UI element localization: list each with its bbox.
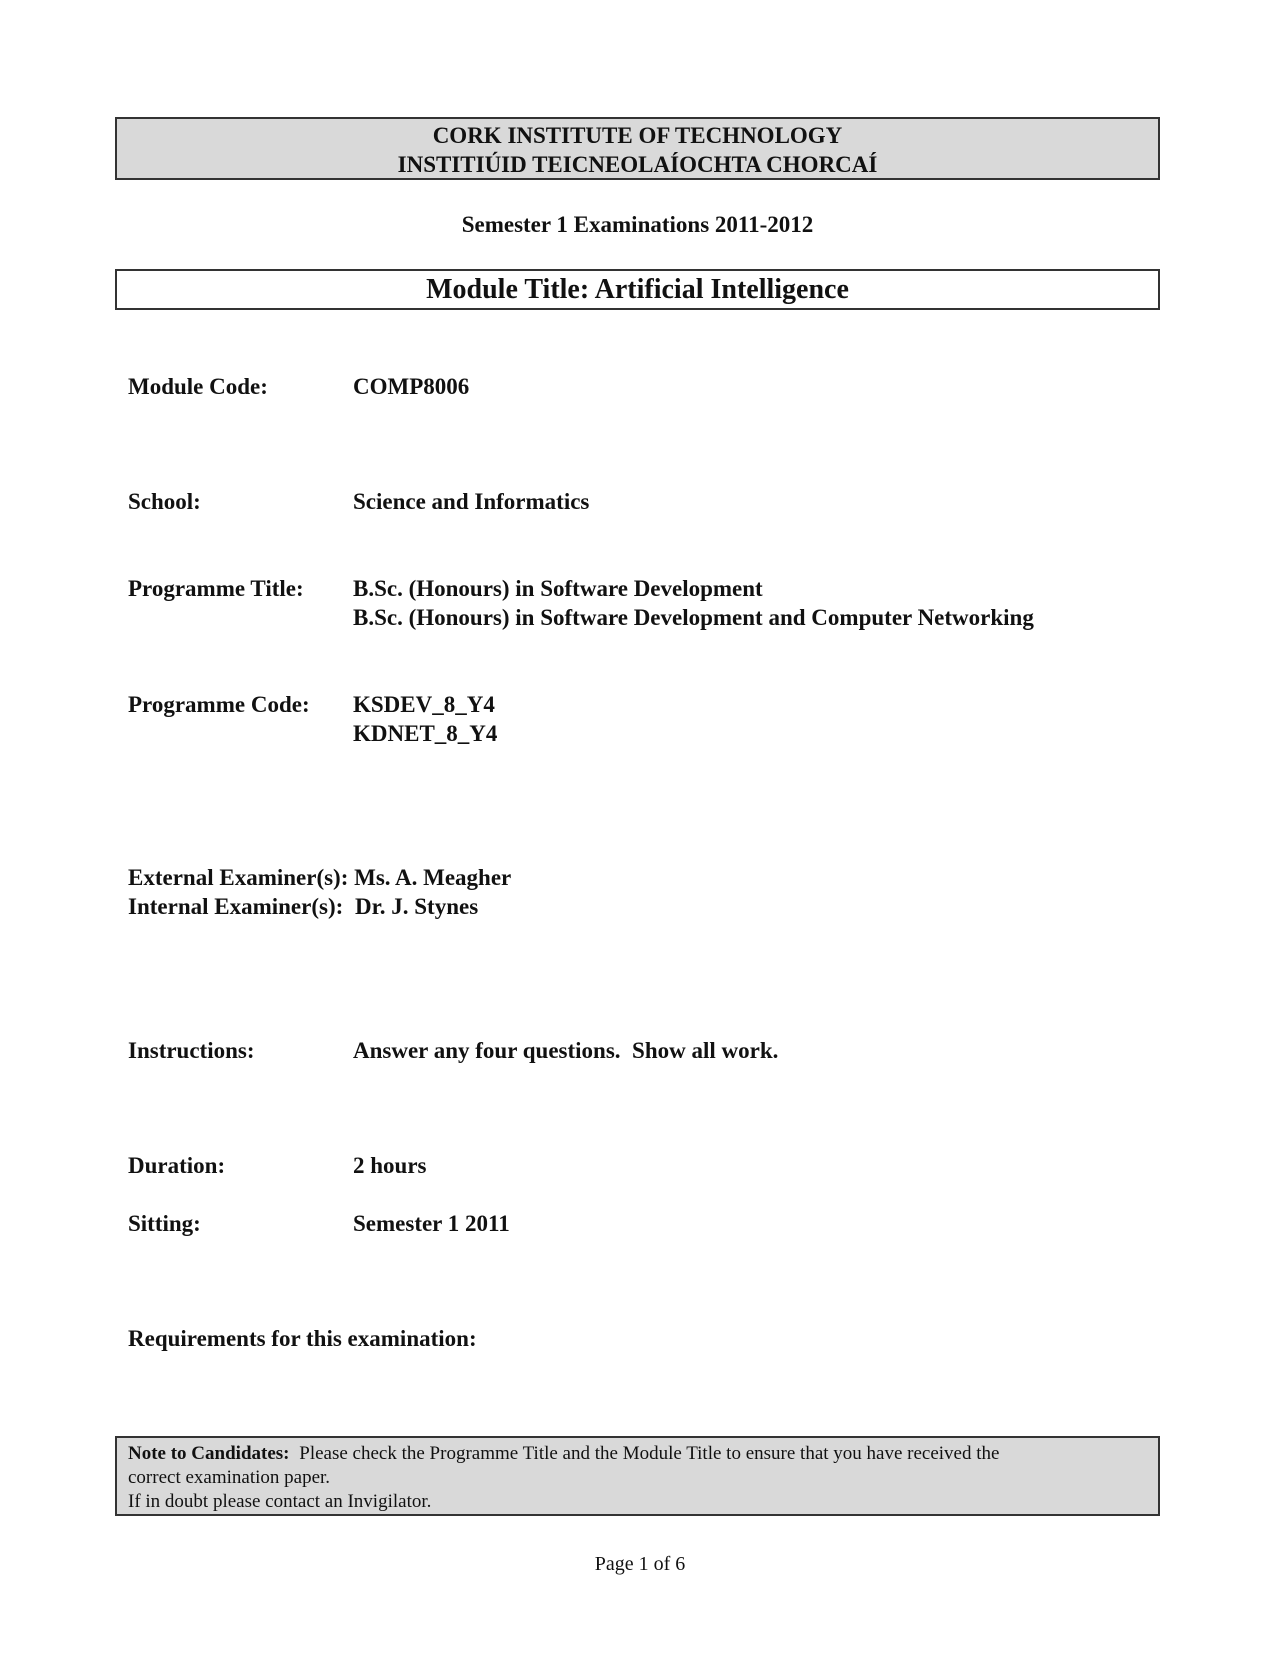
external-examiner-label: External Examiner(s): <box>128 865 349 890</box>
institute-header <box>115 117 1160 180</box>
note-line-1 <box>128 1442 1147 1466</box>
institute-name-english: CORK INSTITUTE OF TECHNOLOGY <box>432 123 843 148</box>
sitting-label: Sitting: <box>128 1211 201 1236</box>
instructions-label: Instructions: <box>128 1038 255 1063</box>
note-to-candidates <box>115 1436 1160 1516</box>
exam-session-heading: Semester 1 Examinations 2011-2012 <box>461 212 814 237</box>
note-label: Note to Candidates: <box>128 1443 290 1464</box>
external-examiner-line <box>128 863 511 892</box>
instructions-value: Answer any four questions. Show all work. <box>353 1038 779 1063</box>
school-label: School: <box>128 489 201 514</box>
programme-code-value-2: KDNET_8_Y4 <box>353 721 498 746</box>
sitting-value: Semester 1 2011 <box>353 1211 510 1236</box>
duration-value: 2 hours <box>353 1153 427 1178</box>
external-examiner-value: Ms. A. Meagher <box>354 865 512 890</box>
module-code-value: COMP8006 <box>353 374 470 399</box>
module-code-label: Module Code: <box>128 374 268 399</box>
programme-title-value-2: B.Sc. (Honours) in Software Development and Computer Networking <box>353 605 1034 630</box>
programme-code-value-1: KSDEV_8_Y4 <box>353 692 495 717</box>
institute-name-irish: INSTITIÚID TEICNEOLAÍOCHTA CHORCAÍ <box>397 152 878 177</box>
school-value: Science and Informatics <box>353 489 590 514</box>
requirements-label: Requirements for this examination: <box>128 1326 477 1351</box>
programme-title-value-1: B.Sc. (Honours) in Software Development <box>353 576 763 601</box>
internal-examiner-value: Dr. J. Stynes <box>355 894 479 919</box>
note-text-1: Please check the Programme Title and the Module Title to ensure that you have received the <box>299 1443 1000 1464</box>
programme-title-label: Programme Title: <box>128 576 304 601</box>
internal-examiner-line <box>128 892 478 921</box>
programme-code-label: Programme Code: <box>128 692 310 717</box>
note-text-3: If in doubt please contact an Invigilator. <box>128 1491 432 1512</box>
module-title: Module Title: Artificial Intelligence <box>115 269 1160 310</box>
duration-label: Duration: <box>128 1153 226 1178</box>
internal-examiner-label: Internal Examiner(s): <box>128 894 344 919</box>
note-text-2: correct examination paper. <box>128 1467 331 1488</box>
page-number: Page 1 of 6 <box>594 1553 686 1575</box>
